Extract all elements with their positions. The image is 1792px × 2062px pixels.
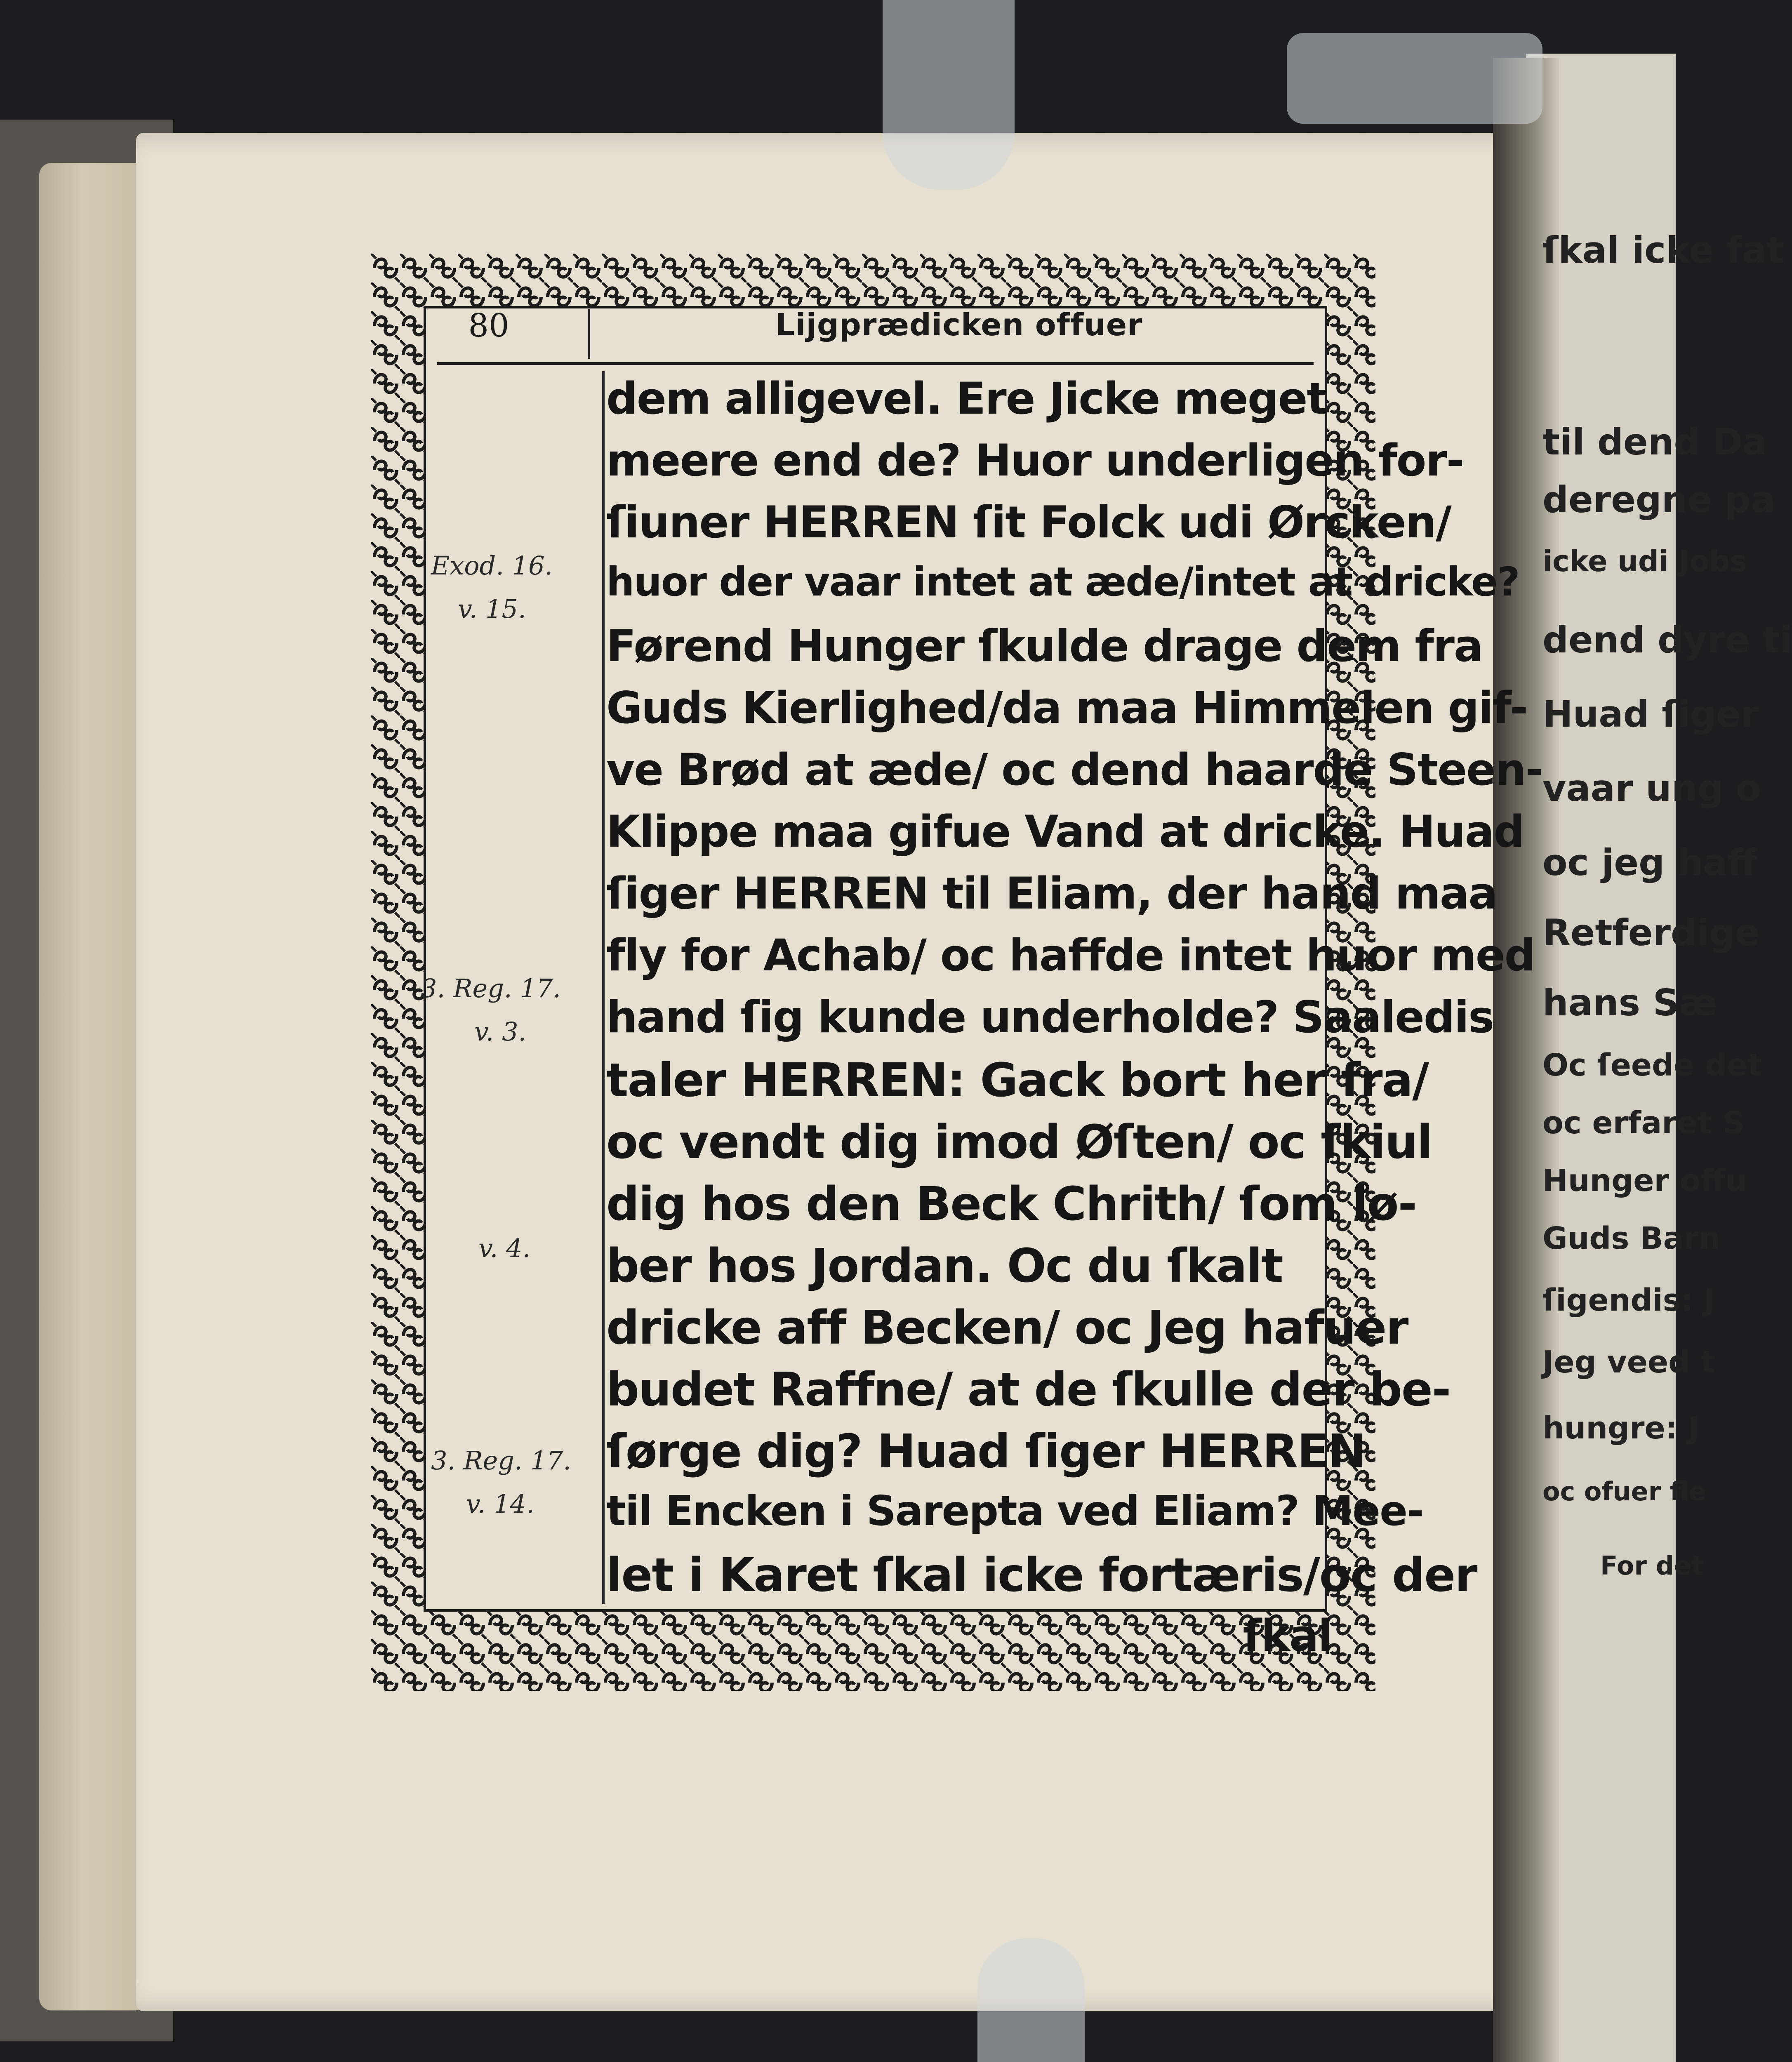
- facing-line: dend dyre ti: [1542, 619, 1792, 661]
- margin-note: v. 15.: [458, 594, 526, 624]
- facing-line: ſkal icke fat: [1542, 229, 1784, 271]
- facing-line: ſigendis: J: [1542, 1283, 1715, 1318]
- facing-line: Oc ſeede det: [1542, 1047, 1762, 1083]
- facing-line: For det: [1600, 1551, 1704, 1581]
- facing-line: Retferdige: [1542, 911, 1760, 954]
- text-line: taler HERREN: Gack bort her fra/: [606, 1054, 1429, 1107]
- facing-line: vaar ung o: [1542, 767, 1761, 810]
- text-line: Førend Hunger ſkulde drage dem fra: [606, 621, 1483, 671]
- facing-line: oc jeg haff: [1542, 841, 1757, 884]
- margin-note: 3. Reg. 17.: [431, 1445, 571, 1476]
- margin-note: v. 14.: [466, 1489, 535, 1519]
- page-clip-bottom: [977, 1938, 1085, 2062]
- header-rule: [437, 362, 1314, 365]
- margin-note: 3. Reg. 17.: [421, 973, 561, 1003]
- text-line: budet Raffne/ at de ſkulle der be-: [606, 1363, 1451, 1417]
- margin-note: Exod. 16.: [431, 551, 553, 581]
- facing-line: icke udi Jobs: [1542, 544, 1747, 578]
- margin-note: v. 4.: [478, 1233, 531, 1263]
- text-line: huor der vaar intet at æde/intet at dricke?: [606, 559, 1519, 605]
- facing-line: Guds Barn: [1542, 1221, 1721, 1256]
- margin-note: v. 3.: [474, 1017, 527, 1047]
- facing-line: deregne pa: [1542, 478, 1776, 521]
- text-line: ſiger HERREN til Eliam, der hand maa: [606, 868, 1497, 919]
- text-line: ſørge dig? Huad ſiger HERREN: [606, 1425, 1366, 1478]
- page-clip-top: [883, 0, 1015, 190]
- page-number: 80: [468, 307, 509, 344]
- facing-line: hungre: J: [1542, 1410, 1700, 1446]
- facing-line: Jeg veed t: [1542, 1344, 1716, 1380]
- text-line: dricke aff Becken/ oc Jeg hafuer: [606, 1301, 1408, 1355]
- margin-rule: [602, 371, 605, 1604]
- page-header: [437, 307, 1316, 361]
- facing-line: oc erfaret S: [1542, 1105, 1745, 1141]
- text-line: hand ſig kunde underholde? Saaledis: [606, 992, 1494, 1043]
- facing-line: Hunger offu: [1542, 1163, 1747, 1198]
- text-line: fly for Achab/ oc haffde intet huor med: [606, 930, 1535, 981]
- book-edge-pages: [39, 163, 146, 2010]
- facing-line: til dend Da: [1542, 421, 1767, 463]
- header-divider: [588, 309, 590, 359]
- text-line: Guds Kierlighed/da maa Himmelen gif-: [606, 683, 1528, 733]
- text-line: ſiuner HERREN ſit Folck udi Ørcken/: [606, 497, 1451, 548]
- page-clip-right: [1287, 33, 1542, 124]
- catchword: ſkal: [1243, 1610, 1332, 1661]
- text-line: ber hos Jordan. Oc du ſkalt: [606, 1239, 1283, 1293]
- text-line: ve Brød at æde/ oc dend haarde Steen-: [606, 744, 1543, 795]
- text-line: oc vendt dig imod Øſten/ oc ſkiul: [606, 1116, 1432, 1169]
- facing-line: oc ofuer fle: [1542, 1476, 1706, 1506]
- text-line: let i Karet ſkal icke fortæris/oc der: [606, 1549, 1477, 1602]
- text-line: dig hos den Beck Chrith/ ſom lø-: [606, 1177, 1417, 1231]
- text-line: meere end de? Huor underligen for-: [606, 435, 1464, 486]
- facing-line: Huad ſiger: [1542, 693, 1759, 735]
- text-line: dem alligevel. Ere Jicke meget: [606, 373, 1327, 424]
- facing-line: hans Sæ: [1542, 982, 1717, 1024]
- running-head: Lijgprædicken offuer: [775, 307, 1143, 343]
- text-line: Klippe maa gifue Vand at dricke. Huad: [606, 806, 1524, 857]
- text-line: til Encken i Sarepta ved Eliam? Mee-: [606, 1487, 1423, 1535]
